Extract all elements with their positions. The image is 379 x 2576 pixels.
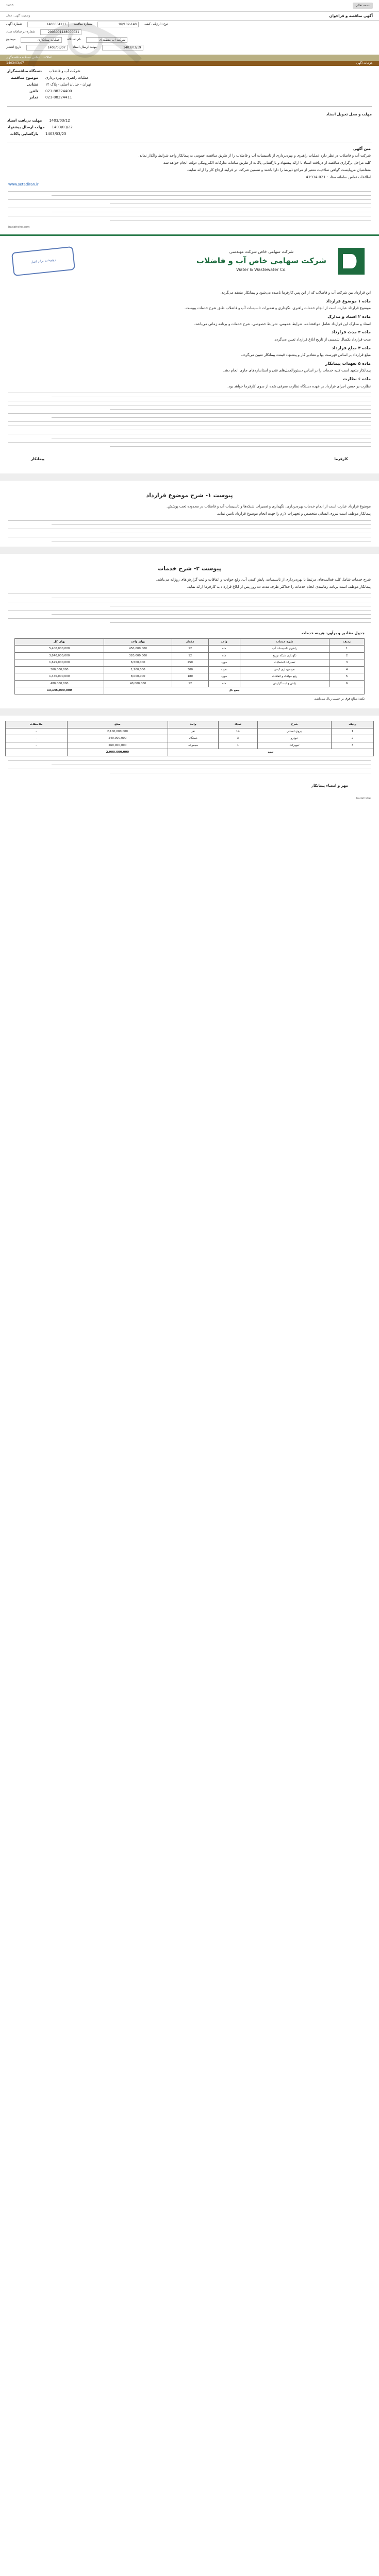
brown-strip: جزئیات آگهی 1403/03/07 <box>0 61 379 66</box>
table-row: 3 تجهیزات 1 مجموعه 260,000,000 - <box>6 742 374 749</box>
text-lines-1 <box>0 191 379 221</box>
page-id: 1403 <box>6 4 13 7</box>
ad-body: متن آگهی شرکت آب و فاضلاب در نظر دارد عملیات راهبری و بهره‌برداری از تاسیسات آب و فاضلاب را از طریق مناقصه عمومی به پیمانکار واجد شرایط واگذار نماید. کلیه مراحل برگزاری مناقصه از دریافت اسناد تا ارائه پیشنهاد و بازگشایی پاکات از طریق سامانه تدارکات الکترونیکی دولت انجام خواهد شد. متقاضیان می‌بایست گواهی صلاحیت معتبر از مراجع ذیربط را دارا باشند و تضمین شرکت در فرآیند ارجاع کار را ارائه نمایند. اطلاعات تماس سامانه ستاد : 021-41934 www.setadiran.ir <box>8 146 371 187</box>
table-row: 2 خودرو 3 دستگاه 540,000,000 - <box>6 735 374 742</box>
signature-row: کارفرما پیمانکار <box>31 457 348 462</box>
company-logo-band <box>0 234 379 286</box>
table-row: 3 تعمیرات انشعابات مورد 250 6,500,000 1,625,000,000 <box>15 659 365 667</box>
table-row: 6 پایش و ثبت گزارش ماه 12 40,000,000 480,000,000 <box>15 680 365 687</box>
watermark-text: hadafrahe <box>356 797 371 801</box>
contract-articles: ماده ۱ موضوع قرارداد موضوع قرارداد عبارت است از انجام خدمات راهبری، نگهداری و تعمیرات تاسیسات آب و فاضلاب طبق شرح خدمات پیوست. ماده ۲ اسناد و مدارک اسناد و مدارک این قرارداد شامل موافقتنامه، شرایط عمومی، شرایط خصوصی، شرح خدمات و برنامه زمانی می‌باشد. ماده ۳ مدت قرارداد مدت قرارداد یکسال شمسی از تاریخ ابلاغ قرارداد تعیین می‌گردد. ماده ۴ مبلغ قرارداد مبلغ قرارداد بر اساس فهرست بها و مقادیر کار و پیشنهاد قیمت پیمانکار تعیین می‌گردد. ماده ۵ تعهدات پیمانکار پیمانکار متعهد است کلیه خدمات را بر اساس دستورالعمل‌های فنی و استانداردهای جاری انجام دهد. ماده ۶ نظارت نظارت بر حسن اجرای قرارداد بر عهده دستگاه نظارت معرفی شده از سوی کارفرما خواهد بود. <box>184 299 371 388</box>
resources-table: ردیف شرح تعداد واحد مبلغ ملاحظات 1 نیروی انسانی 14 نفر 2,100,000,000 - 2 خودرو 3 دستگاه 540,000,000 - 3 تجهیزات 1 مجموعه 260,000,000 - جمع 2,900,000,000 <box>5 721 374 756</box>
appendix2-title: پیوست ۲- شرح خدمات <box>158 565 221 572</box>
company-sub: Water & Wastewater Co. <box>236 267 287 273</box>
table-total-row: جمع کل 13,145,000,000 <box>15 687 365 694</box>
text-lines-4 <box>0 594 379 623</box>
contact-line: اطلاعات تماس سامانه ستاد : 021-41934 <box>306 175 371 179</box>
contract-intro: این قرارداد بین شرکت آب و فاضلاب که از این پس کارفرما نامیده می‌شود و پیمانکار منعقد می‌گردد. <box>220 291 371 295</box>
table1-caption: جدول مقادیر و برآورد هزینه خدمات <box>301 631 365 635</box>
doc-type: آگهی مناقصه و فراخوان <box>329 13 373 18</box>
stamp: رونوشت برابر اصل <box>11 246 75 276</box>
status-left: وضعیت آگهی : فعال <box>6 14 30 18</box>
contact-section: مهلت و محل تحویل اسناد مهلت دریافت اسناد 1403/03/12 مهلت ارسال پیشنهاد 1403/03/22 بازگشایی پاکات 1403/03/23 <box>7 112 372 136</box>
text-lines-3 <box>0 520 379 541</box>
corner-chip: بسمه تعالی <box>353 3 373 8</box>
table-row: 4 نمونه‌برداری کیفی نمونه 300 1,200,000 360,000,000 <box>15 666 365 673</box>
details-section: دستگاه مناقصه‌گزار شرکت آب و فاضلاب موضوع مناقصه عملیات راهبری و بهره‌برداری نشانی تهران - خیابان اصلی - پلاک ۱۲ تلفن 021-88224400 نمابر 021-88224411 <box>7 69 91 100</box>
table-row: 2 نگهداری شبکه توزیع ماه 12 320,000,000 3,840,000,000 <box>15 652 365 659</box>
services-table: ردیف شرح خدمات واحد مقدار بهای واحد بهای کل 1 راهبری تاسیسات آب ماه 12 450,000,000 5,400,000,000 2 نگهداری شبکه توزیع ماه 12 320,000,000 3,840,000,000 3 تعمیرات انشعابات مورد 250 6,500,000 1,625,000,000 4 نمونه‌برداری کیفی نمونه 300 1,200,000 360,000,000 5 رفع حوادث و اتفاقات مورد 180 8,000,000 1,440,000,000 6 پایش و ثبت گزارش ماه 12 40,000,000 480,000,000 جمع کل 13,145,000,000 <box>14 638 365 694</box>
company-title: شرکت سهامی خاص شرکت مهندسی <box>229 249 294 254</box>
site-link[interactable]: www.setadiran.ir <box>8 182 39 187</box>
table-total-row: جمع 2,900,000,000 <box>6 749 374 756</box>
form-row-1: شماره آگهی 1403004111 شماره مناقصه 99/102-140 نوع : ارزیابی کیفی <box>6 22 168 26</box>
table-row: 1 نیروی انسانی 14 نفر 2,100,000,000 - <box>6 728 374 735</box>
company-name: شرکت سهامی خاص آب و فاضلاب <box>196 256 326 266</box>
footer-signature: مهر و امضاء پیمانکار <box>311 783 348 788</box>
table-row: 5 رفع حوادث و اتفاقات مورد 180 8,000,000 1,440,000,000 <box>15 673 365 681</box>
text-lines-2 <box>0 393 379 447</box>
note: نکته: مبالغ فوق بر حسب ریال می‌باشد. <box>314 697 365 701</box>
appendix1-body: موضوع قرارداد عبارت است از انجام خدمات بهره‌برداری، نگهداری و تعمیرات شبکه‌ها و تاسیسات آب و فاضلاب در محدوده تحت پوشش. پیمانکار موظف است نیروی انسانی متخصص و تجهیزات لازم را جهت انجام موضوع قرارداد تامین نماید. <box>166 504 371 516</box>
form-row-4: تاریخ انتشار 1403/03/07 مهلت ارسال اسناد 1403/03/19 <box>0 44 379 52</box>
table-row: 1 راهبری تاسیسات آب ماه 12 450,000,000 5,400,000,000 <box>15 646 365 653</box>
appendix2-body: شرح خدمات شامل کلیه فعالیت‌های مرتبط با بهره‌برداری از تاسیسات، پایش کیفی آب، رفع حوادث و اتفاقات و ثبت گزارش‌های روزانه می‌باشد. پیمانکار موظف است برنامه زمانبندی انجام خدمات را حداکثر ظرف مدت ده روز پس از ابلاغ قرارداد به کارفرما ارائه نماید. <box>156 578 371 589</box>
form-row-2: شماره در سامانه ستاد 2003001148000021 <box>0 28 379 36</box>
company-logo-icon <box>336 246 367 277</box>
olive-strip: اطلاعات تماس دستگاه مناقصه‌گزار <box>0 55 379 61</box>
appendix1-title: پیوست ۱- شرح موضوع قرارداد <box>146 492 233 499</box>
text-lines-5 <box>0 760 379 773</box>
form-row-3: موضوع عملیات پیمانکاری نام دستگاه شرکت آب منطقه‌ای <box>0 36 379 44</box>
watermark-url: hadafrahe.com <box>8 225 30 229</box>
